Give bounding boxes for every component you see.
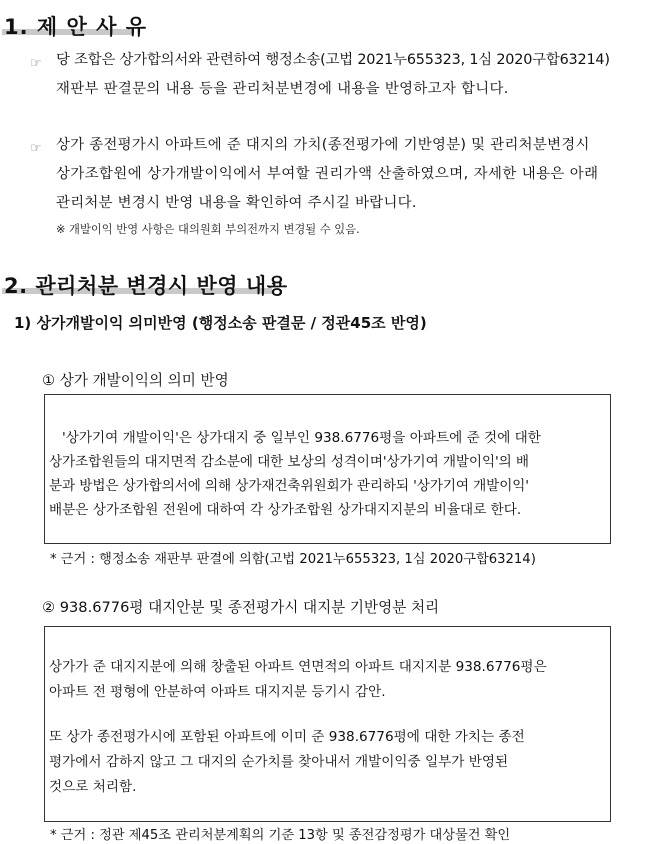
bullet2-line2: 상가조합원에 상가개발이익에서 부여할 권리가액 산출하였으며, 자세한 내용은 아래 bbox=[56, 166, 599, 182]
item2-box-line: 아파트 전 평형에 안분하여 아파트 대지지분 등기시 감안. bbox=[49, 684, 386, 700]
subsection-heading: 1) 상가개발이익 의미반영 (행정소송 판결문 / 정관45조 반영) bbox=[14, 314, 427, 332]
item2-box-line: 평가에서 감하지 않고 그 대지의 순가치를 찾아내서 개발이익중 일부가 반영된 bbox=[49, 754, 509, 770]
item1-box-line: 상가조합원들의 대지면적 감소분에 대한 보상의 성격이며'상가기여 개발이익'의 배 bbox=[49, 454, 529, 470]
bullet2-line1: 상가 종전평가시 아파트에 준 대지의 가치(종전평가에 기반영분) 및 관리처분변경시 bbox=[56, 137, 590, 153]
item1-content-box bbox=[44, 394, 611, 544]
item1-box-line: 배분은 상가조합원 전원에 대하여 각 상가조합원 상가대지지분의 비율대로 한다. bbox=[49, 502, 522, 518]
bullet1-line2: 재판부 판결문의 내용 등을 관리처분변경에 내용을 반영하고자 합니다. bbox=[56, 81, 509, 97]
item2-box-line: 상가가 준 대지지분에 의해 창출된 아파트 연면적의 아파트 대지지분 938.6776평은 bbox=[49, 659, 547, 675]
section2-heading: 2. 관리처분 변경시 반영 내용 bbox=[4, 274, 288, 298]
item1-box-line: 분과 방법은 상가합의서에 의해 상가재건축위원회가 관리하되 '상가기여 개발이익' bbox=[49, 478, 529, 494]
item2-title: ② 938.6776평 대지안분 및 종전평가시 대지분 기반영분 처리 bbox=[42, 599, 440, 616]
pointing-hand-icon: ☞ bbox=[30, 141, 42, 156]
item2-box-line: 것으로 처리함. bbox=[49, 779, 137, 795]
revision-note: ※ 개발이익 반영 사항은 대의원회 부의전까지 변경될 수 있음. bbox=[56, 223, 360, 236]
item2-content-box bbox=[44, 626, 611, 822]
bullet2-line3: 관리처분 변경시 반영 내용을 확인하여 주시길 바랍니다. bbox=[56, 195, 417, 211]
bullet1-line1: 당 조합은 상가합의서와 관련하여 행정소송(고법 2021누655323, 1심 2020구합63214) bbox=[56, 52, 610, 68]
item1-title: ① 상가 개발이익의 의미 반영 bbox=[42, 372, 229, 389]
section1-heading: 1. 제 안 사 유 bbox=[4, 15, 147, 39]
pointing-hand-icon: ☞ bbox=[30, 56, 42, 71]
item2-basis: * 근거 : 정관 제45조 관리처분계획의 기준 13항 및 종전감정평가 대상물건 확인 bbox=[50, 828, 511, 843]
item1-basis: * 근거 : 행정소송 재판부 판결에 의함(고법 2021누655323, 1심 2020구합63214) bbox=[50, 552, 536, 567]
item2-box-line: 또 상가 종전평가시에 포함된 아파트에 이미 준 938.6776평에 대한 가치는 종전 bbox=[49, 729, 525, 745]
item1-box-line: '상가기여 개발이익'은 상가대지 중 일부인 938.6776평을 아파트에 준 것에 대한 bbox=[62, 430, 541, 446]
